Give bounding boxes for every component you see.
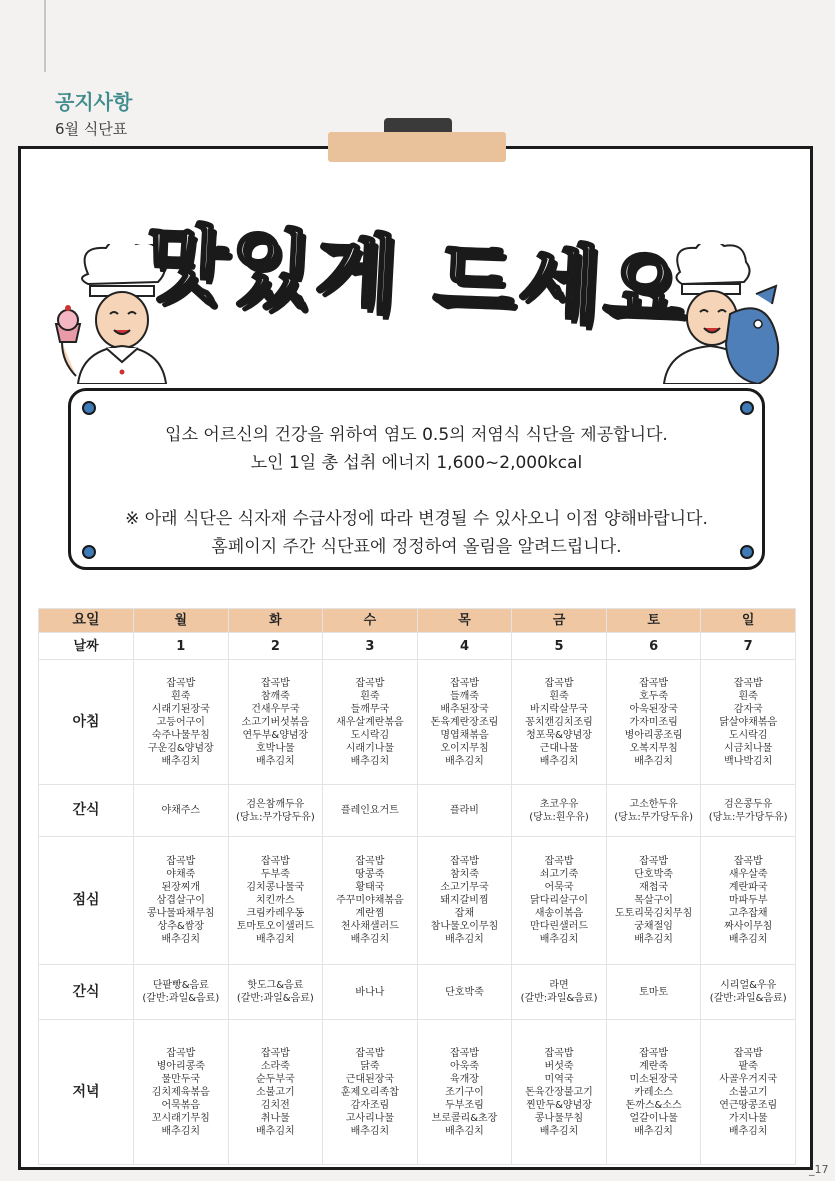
menu-cell: 시리얼&우유 (갈반:과일&음료) [701, 965, 796, 1020]
menu-cell: 잡곡밥 땅콩죽 황태국 주꾸미야채볶음 계란찜 천사채샐러드 배추김치 [323, 837, 418, 965]
margin-rule [44, 0, 46, 72]
day-fri: 금 [512, 609, 607, 633]
notice-line-2: 노인 1일 총 섭취 에너지 1,600~2,000kcal [250, 453, 583, 473]
dinner-row [39, 1020, 796, 1165]
page-number: _17 [809, 1163, 829, 1176]
menu-cell: 검은콩두유 (당뇨:무가당두유) [701, 785, 796, 837]
date-cell: 7 [701, 633, 796, 660]
menu-cell: 검은참깨두유 (당뇨:무가당두유) [228, 785, 323, 837]
menu-cell: 잡곡밥 쇠고기죽 어묵국 닭다리살구이 새송이볶음 만다린샐러드 배추김치 [512, 837, 607, 965]
meal-label: 간식 [39, 785, 134, 837]
date-label: 날짜 [39, 633, 134, 660]
menu-cell: 단호박죽 [417, 965, 512, 1020]
menu-cell: 잡곡밥 호두죽 아욱된장국 가자미조림 병아리콩조림 오복지무침 배추김치 [606, 660, 701, 785]
menu-cell: 고소한두유 (당뇨:무가당두유) [606, 785, 701, 837]
morning-snack-row [39, 785, 796, 837]
day-mon: 월 [134, 609, 229, 633]
menu-cell: 잡곡밥 야채죽 된장찌개 삼겹살구이 콩나물파채무침 상추&쌈장 배추김치 [134, 837, 229, 965]
menu-cell: 라면 (갈반:과일&음료) [512, 965, 607, 1020]
menu-cell: 잡곡밥 팥죽 사골우거지국 소불고기 연근땅콩조림 가지나물 배추김치 [701, 1020, 796, 1165]
menu-cell: 잡곡밥 버섯죽 미역국 돈육간장불고기 찐만두&양념장 콩나물무침 배추김치 [512, 1020, 607, 1165]
menu-cell: 잡곡밥 참치죽 소고기무국 돼지갈비찜 잡채 참나물오이무침 배추김치 [417, 837, 512, 965]
table-header-row [39, 609, 796, 633]
headline-title: 맛있게 드세요 [142, 213, 692, 341]
day-tue: 화 [228, 609, 323, 633]
menu-cell: 잡곡밥 단호박죽 재첩국 목살구이 도토리묵김치무침 궁채절임 배추김치 [606, 837, 701, 965]
lunch-row [39, 837, 796, 965]
meal-label: 점심 [39, 837, 134, 965]
pin-icon [740, 545, 754, 559]
menu-cell: 잡곡밥 흰죽 바지락살무국 꽁치캔김치조림 청포묵&양념장 근대나물 배추김치 [512, 660, 607, 785]
menu-cell: 바나나 [323, 965, 418, 1020]
menu-cell: 잡곡밥 새우살죽 계란파국 마파두부 고추잡채 짜사이무침 배추김치 [701, 837, 796, 965]
menu-cell: 잡곡밥 소라죽 순두부국 소불고기 김치전 취나물 배추김치 [228, 1020, 323, 1165]
menu-cell: 야채주스 [134, 785, 229, 837]
afternoon-snack-row [39, 965, 796, 1020]
date-cell: 3 [323, 633, 418, 660]
menu-cell: 잡곡밥 흰죽 감자국 닭살야채볶음 도시락김 시금치나물 백나박김치 [701, 660, 796, 785]
clipboard-clip [328, 132, 506, 162]
menu-cell: 잡곡밥 흰죽 들깨무국 새우살계란볶음 도시락김 시래기나물 배추김치 [323, 660, 418, 785]
menu-cell: 잡곡밥 닭죽 근대된장국 훈제오리족찹 감자조림 고사리나물 배추김치 [323, 1020, 418, 1165]
menu-cell: 잡곡밥 참깨죽 건새우무국 소고기버섯볶음 연두부&양념장 호박나물 배추김치 [228, 660, 323, 785]
menu-cell: 잡곡밥 계란죽 미소된장국 카레소스 돈까스&소스 얼갈이나물 배추김치 [606, 1020, 701, 1165]
notice-line-1: 입소 어르신의 건강을 위하여 염도 0.5의 저염식 식단을 제공합니다. [165, 425, 668, 445]
menu-cell: 핫도그&음료 (갈반:과일&음료) [228, 965, 323, 1020]
date-cell: 5 [512, 633, 607, 660]
section-subtitle: 6월 식단표 [55, 120, 128, 138]
breakfast-row [39, 660, 796, 785]
pin-icon [740, 401, 754, 415]
pin-icon [82, 545, 96, 559]
menu-cell: 단팥빵&음료 (갈반:과일&음료) [134, 965, 229, 1020]
menu-cell: 잡곡밥 아욱죽 육개장 조기구이 두부조림 브로콜리&초장 배추김치 [417, 1020, 512, 1165]
day-wed: 수 [323, 609, 418, 633]
menu-cell: 잡곡밥 흰죽 시래기된장국 고등어구이 숙주나물무침 구운김&양념장 배추김치 [134, 660, 229, 785]
pin-icon [82, 401, 96, 415]
menu-cell: 잡곡밥 병아리콩죽 물만두국 김치제육볶음 어묵볶음 꼬시래기무침 배추김치 [134, 1020, 229, 1165]
weekly-menu-table [38, 608, 796, 1165]
menu-cell: 플레인요거트 [323, 785, 418, 837]
menu-cell: 플라비 [417, 785, 512, 837]
menu-cell: 초코우유 (당뇨:흰우유) [512, 785, 607, 837]
date-row [39, 633, 796, 660]
menu-cell: 토마토 [606, 965, 701, 1020]
header-label: 요일 [39, 609, 134, 633]
menu-cell: 잡곡밥 들깨죽 배추된장국 돈육계란장조림 명엽채볶음 오이지무침 배추김치 [417, 660, 512, 785]
date-cell: 1 [134, 633, 229, 660]
day-thu: 목 [417, 609, 512, 633]
meal-label: 아침 [39, 660, 134, 785]
menu-cell: 잡곡밥 두부죽 김치콩나물국 치킨까스 크림카레우동 토마토오이샐러드 배추김치 [228, 837, 323, 965]
meal-label: 저녁 [39, 1020, 134, 1165]
notice-line-4: 홈페이지 주간 식단표에 정정하여 올림을 알려드립니다. [211, 537, 622, 557]
date-cell: 2 [228, 633, 323, 660]
notice-line-3: ※ 아래 식단은 식자재 수급사정에 따라 변경될 수 있사오니 이점 양해바랍니다. [125, 509, 708, 529]
notice-box [68, 388, 765, 570]
section-title: 공지사항 [55, 90, 133, 114]
date-cell: 6 [606, 633, 701, 660]
date-cell: 4 [417, 633, 512, 660]
meal-label: 간식 [39, 965, 134, 1020]
day-sun: 일 [701, 609, 796, 633]
day-sat: 토 [606, 609, 701, 633]
